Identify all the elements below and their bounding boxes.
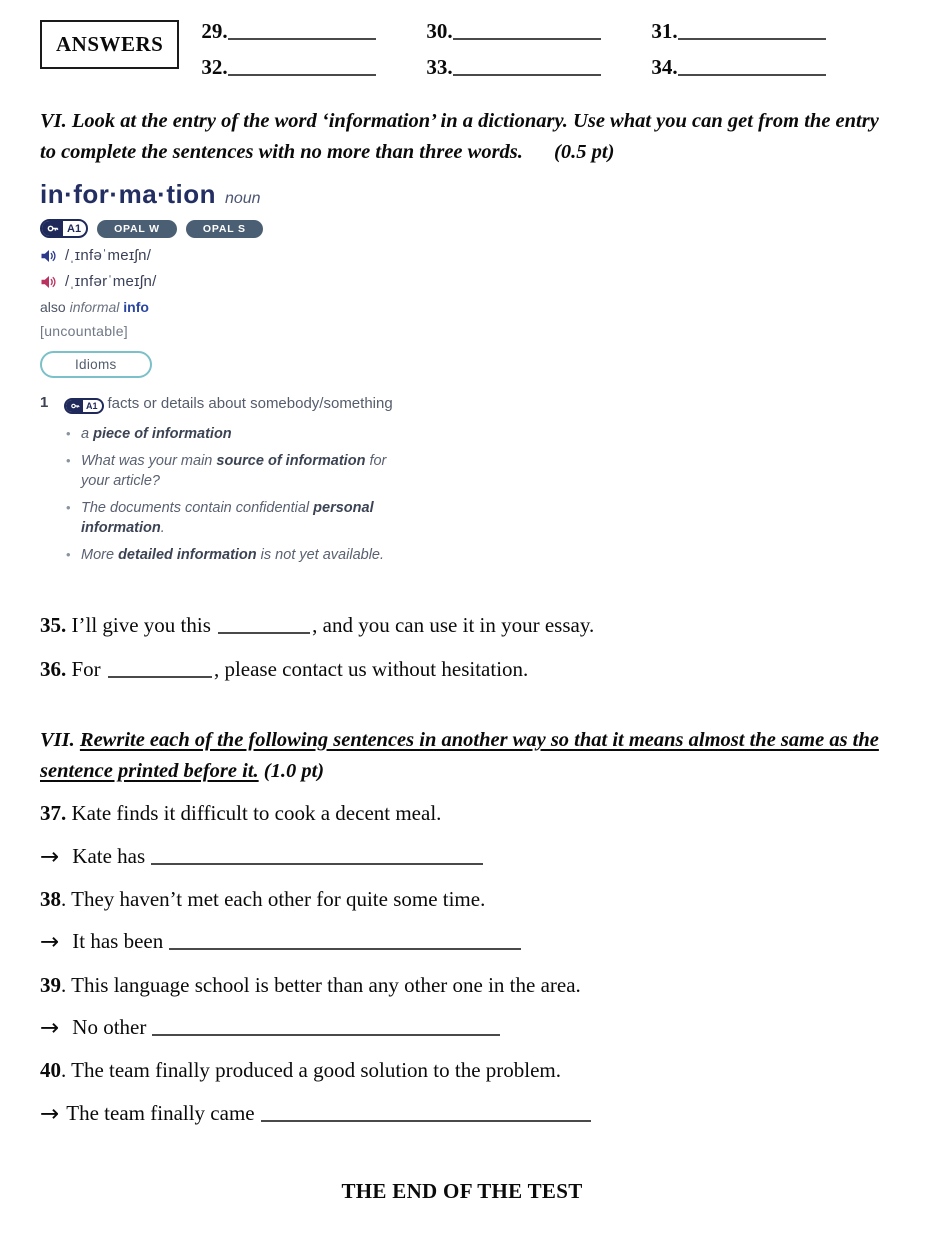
variant-line [40,299,470,315]
question-separator: . [61,886,72,911]
section-vii-instruction: Rewrite each of the following sentences in another way so that it means almost the same as the sentence printed before it. [40,728,879,782]
example-item [64,425,414,445]
fill-in-questions [40,610,884,685]
answer-line [218,614,310,634]
arrow-right-icon: → [40,1100,60,1127]
answer-line [151,845,483,865]
answer-blank-33 [426,54,651,80]
example-item [64,452,414,491]
oxford-level-badge [40,219,88,238]
answer-line [169,930,521,950]
answer-number: 34. [651,54,678,79]
section-vii-number: VII. [40,728,75,751]
rewrite-questions [40,799,884,1128]
answer-number: 30. [426,18,453,43]
question-text-before: For [71,657,106,682]
rewrite-line-37 [40,840,884,872]
answer-line [453,20,601,40]
idioms-button: Idioms [40,351,152,378]
question-sentence: The team finally produced a good solution to the problem. [71,1058,562,1083]
section-vi-number: VI. [40,109,67,132]
question-number: 39 [40,972,61,997]
arrow-right-icon: → [40,929,60,956]
question-sentence: This language school is better than any other one in the area. [71,972,581,997]
cefr-level-label: A1 [67,222,82,235]
question-number: 40 [40,1058,61,1083]
answer-line [228,56,376,76]
example-item [64,546,414,566]
dictionary-headword: in·for·ma·tion [40,179,216,210]
answer-number: 29. [201,18,228,43]
example-item [64,499,414,538]
section-vi-instruction: Look at the entry of the word ‘information’ in a dictionary. Use what you can get from the entry to complete the sentences with no more than three words. [40,109,879,163]
example-collocation: personal information [81,500,374,536]
question-40 [40,1056,884,1085]
section-vi-points: (0.5 pt) [554,140,615,163]
answer-blank-34 [651,54,876,80]
answers-section [40,16,884,80]
answer-line [228,20,376,40]
answers-grid [201,18,876,80]
rewrite-stem: Kate has [72,843,146,868]
answer-blank-30 [426,18,651,44]
sense-number: 1 [40,394,49,412]
example-list [64,425,424,566]
dictionary-entry [40,179,470,566]
section-vii-heading [40,725,884,787]
bullet-icon: • [66,547,71,563]
question-38 [40,885,884,914]
question-separator: . [61,1058,72,1083]
section-vii-points: (1.0 pt) [263,759,325,782]
part-of-speech: noun [224,190,261,208]
answer-line [678,20,826,40]
rewrite-line-38 [40,925,884,957]
opal-written-badge: OPAL W [97,220,177,238]
phonetic-us: /ˌɪnfərˈmeɪʃn/ [65,273,157,291]
answer-line [678,56,826,76]
answer-line [152,1016,500,1036]
question-number: 36. [40,657,67,682]
bullet-icon: • [66,453,71,469]
arrow-right-icon: → [40,1014,60,1041]
speaker-us-icon [40,274,58,290]
question-text-after: , and you can use it in your essay. [312,613,595,637]
variant-word: info [123,299,149,316]
example-text: The documents contain confidential [81,500,314,517]
question-separator: . [61,972,72,997]
definition-text: facts or details about somebody/something [107,395,393,413]
dictionary-headline [40,179,470,210]
sense-level-badge [64,398,104,414]
question-36 [40,654,884,684]
question-number: 37. [40,801,67,826]
grammar-label: [uncountable] [40,323,128,340]
question-number: 38 [40,886,61,911]
bullet-icon: • [66,500,71,516]
answer-line [453,56,601,76]
rewrite-line-39 [40,1011,884,1043]
rewrite-stem: The team finally came [66,1100,255,1125]
example-collocation: detailed information [118,547,257,564]
pronunciation-uk [40,247,470,264]
answer-number: 31. [651,18,678,43]
question-text-after: , please contact us without hesitation. [213,657,529,682]
speaker-uk-icon [40,248,58,264]
dictionary-badges [40,219,470,238]
pronunciation-us [40,273,470,290]
example-collocation: source of information [216,453,366,470]
sense-1 [40,394,470,566]
example-text: for your article? [81,453,387,489]
answers-box-label: ANSWERS [40,20,179,69]
answer-number: 33. [426,54,453,79]
end-of-test-title: THE END OF THE TEST [341,1178,583,1203]
example-collocation: piece of information [93,425,232,442]
opal-spoken-badge: OPAL S [186,220,263,238]
answer-blank-29 [201,18,426,44]
question-sentence: Kate finds it difficult to cook a decent meal. [71,801,442,826]
rewrite-line-40 [40,1097,884,1129]
example-text: is not yet available. [256,547,385,564]
example-text: More [81,547,119,564]
cefr-level-label: A1 [86,401,98,412]
register-label: informal [69,299,120,316]
arrow-right-icon: → [40,843,60,870]
rewrite-stem: It has been [72,929,164,954]
phonetic-uk: /ˌɪnfəˈmeɪʃn/ [65,247,152,265]
definition-line [64,394,424,414]
question-number: 35. [40,613,67,637]
answer-blank-31 [651,18,876,44]
section-vi-heading [40,106,884,168]
question-sentence: They haven’t met each other for quite some time. [71,886,486,911]
question-37 [40,799,884,828]
bullet-icon: • [66,425,71,441]
question-text-before: I’ll give you this [71,613,217,637]
answer-line [108,659,212,679]
question-35 [40,610,884,640]
oxford-3000-key-icon [42,221,63,236]
answer-line [261,1102,591,1122]
example-text: What was your main [81,453,217,470]
example-text: . [160,519,165,536]
example-text: a [81,425,94,442]
also-label: also [40,299,66,316]
answer-blank-32 [201,54,426,80]
oxford-3000-key-icon [66,400,83,412]
answer-number: 32. [201,54,228,79]
sense-body [64,394,424,566]
question-39 [40,971,884,1000]
rewrite-stem: No other [72,1014,147,1039]
